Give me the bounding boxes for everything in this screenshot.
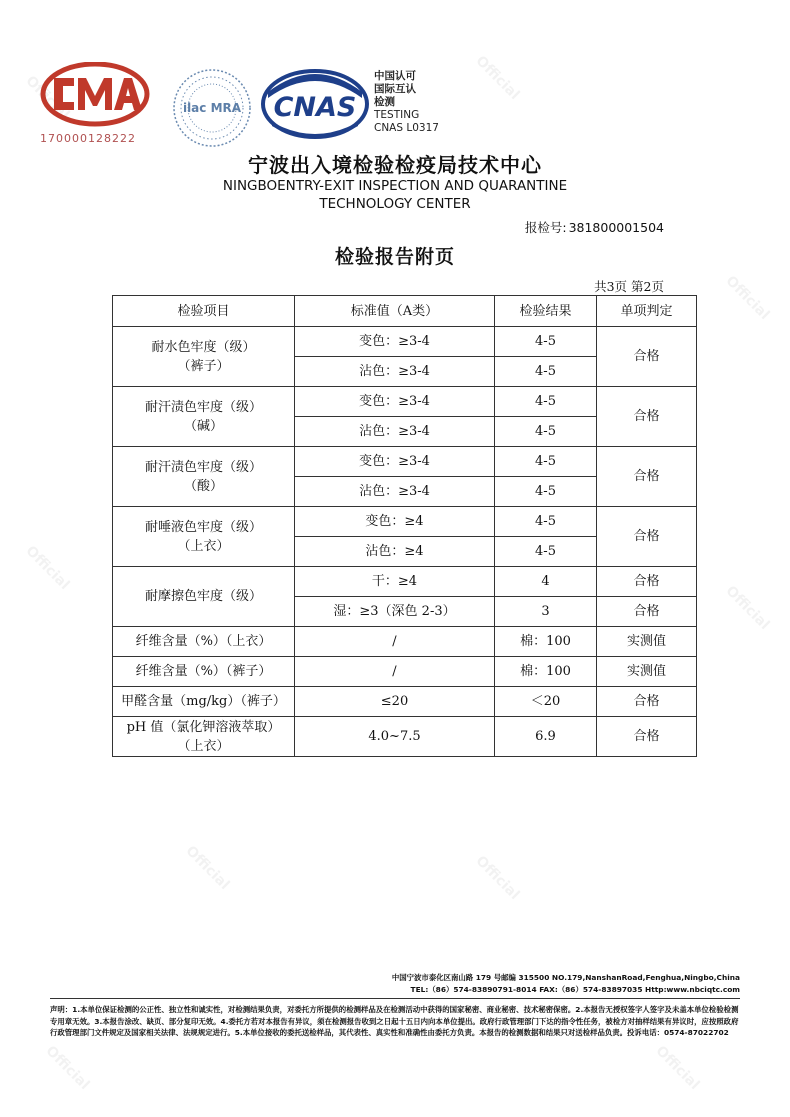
result-cell: 棉：100 <box>495 627 597 657</box>
standard-cell: / <box>295 657 495 687</box>
item-name: pH 值（氯化钾溶液萃取） <box>126 719 281 735</box>
verdict-cell: 合格 <box>597 687 697 717</box>
watermark: Official <box>722 272 773 324</box>
item-sub: （上衣） <box>177 538 230 554</box>
item-name-cell <box>113 327 295 387</box>
result-cell: 4-5 <box>495 327 597 357</box>
footer-disclaimer: 声明：1.本单位保证检测的公正性、独立性和诚实性，对检测结果负责，对委托方所提供的检测样品及在检测活动中获得的国家秘密、商业秘密、技术秘密保密。2.本报告无授权签字人签字及未盖本单位检验检测专用章无效。3.本报告涂改、缺页、部分复印无效。4.委托方若对本报告有异议，须在检测报告收到之日起十五日内向本单位提出。政府行政管理部门下达的指令性任务，被检方对抽样结果有异议时，应按照政府行政管理部门文件规定及国家相关法律、法规规定进行。5.本单位接收的委托送检样品，其代表性、真实性和准确性由委托方负责。本报告的检测数据和结果只对送检样品负责。投诉电话：0574-87022702 <box>50 1005 739 1037</box>
column-header: 检验结果 <box>495 296 597 327</box>
item-name-cell: 纤维含量（%）（上衣） <box>113 627 295 657</box>
result-cell: 4-5 <box>495 447 597 477</box>
watermark: Official <box>472 852 523 904</box>
standard-cell: ≤20 <box>295 687 495 717</box>
watermark: Official <box>22 72 73 124</box>
table-header-row <box>113 296 697 327</box>
svg-text:CNAS: CNAS <box>273 92 357 123</box>
table-row <box>113 447 697 477</box>
item-name-cell: 甲醛含量（mg/kg）（裤子） <box>113 687 295 717</box>
verdict-cell: 合格 <box>597 447 697 507</box>
verdict-cell: 合格 <box>597 717 697 757</box>
item-name: 耐汗渍色牢度（级） <box>144 399 262 415</box>
standard-cell: 沾色：≥3-4 <box>295 417 495 447</box>
standard-cell: 湿：≥3（深色 2-3） <box>295 597 495 627</box>
verdict-cell: 合格 <box>597 597 697 627</box>
watermark: Official <box>42 1042 93 1094</box>
column-header: 单项判定 <box>597 296 697 327</box>
footer-address: 中国宁波市泰化区南山路 179 号邮编 315500 NO.179,NanshanRoad,Fenghua,Ningbo,China <box>391 973 740 982</box>
cnas-text-line: 国际互认 <box>374 83 416 95</box>
page-title: 检验报告附页 <box>334 246 455 268</box>
item-sub: （裤子） <box>177 358 230 374</box>
item-sub: （碱） <box>183 418 223 434</box>
verdict-cell: 实测值 <box>597 657 697 687</box>
result-cell: ＜20 <box>495 687 597 717</box>
standard-cell: 变色：≥3-4 <box>295 327 495 357</box>
item-name-cell: 耐摩擦色牢度（级） <box>113 567 295 627</box>
item-name: 耐汗渍色牢度（级） <box>144 459 262 475</box>
standard-cell: 沾色：≥3-4 <box>295 357 495 387</box>
result-cell: 棉：100 <box>495 657 597 687</box>
cnas-text-line: TESTING <box>374 109 420 121</box>
standard-cell: 4.0~7.5 <box>295 717 495 757</box>
item-sub: （酸） <box>183 478 223 494</box>
table-row <box>113 687 697 717</box>
cma-number: 170000128222 <box>40 132 136 145</box>
item-name-cell <box>113 717 295 757</box>
table-row <box>113 327 697 357</box>
verdict-cell: 合格 <box>597 567 697 597</box>
watermark: Official <box>22 542 73 594</box>
item-sub: （上衣） <box>177 738 230 754</box>
result-cell: 4-5 <box>495 477 597 507</box>
table-row <box>113 387 697 417</box>
watermark: Official <box>182 842 233 894</box>
organization-title-cn: 宁波出入境检验检疫局技术中心 <box>248 153 542 177</box>
standard-cell: 变色：≥3-4 <box>295 447 495 477</box>
column-header: 检验项目 <box>113 296 295 327</box>
result-cell: 6.9 <box>495 717 597 757</box>
column-header: 标准值（A类） <box>295 296 495 327</box>
standard-cell: 沾色：≥4 <box>295 537 495 567</box>
cnas-logo <box>260 68 370 140</box>
item-name: 耐水色牢度（级） <box>151 339 256 355</box>
standard-cell: 变色：≥3-4 <box>295 387 495 417</box>
report-number <box>525 218 664 236</box>
table-row <box>113 507 697 537</box>
table-row <box>113 627 697 657</box>
cnas-accreditation-text <box>374 70 439 135</box>
result-cell: 4-5 <box>495 507 597 537</box>
report-number-value: 381800001504 <box>568 220 664 235</box>
item-name-cell: 纤维含量（%）（裤子） <box>113 657 295 687</box>
standard-cell: 干：≥4 <box>295 567 495 597</box>
organization-title-en-line1: NINGBOENTRY-EXIT INSPECTION AND QUARANTINE <box>222 178 568 194</box>
result-cell: 4 <box>495 567 597 597</box>
cnas-text-line: CNAS L0317 <box>374 122 439 134</box>
result-cell: 4-5 <box>495 537 597 567</box>
watermark: Official <box>652 1042 703 1094</box>
standard-cell: / <box>295 627 495 657</box>
cnas-text-line: 检测 <box>374 96 395 108</box>
page-counter: 共3页 第2页 <box>594 279 664 294</box>
item-name: 耐唾液色牢度（级） <box>144 519 262 535</box>
table-row <box>113 567 697 597</box>
footer-divider <box>50 998 740 999</box>
watermark: Official <box>472 52 523 104</box>
table-row <box>113 657 697 687</box>
verdict-cell: 合格 <box>597 387 697 447</box>
verdict-cell: 实测值 <box>597 627 697 657</box>
item-name-cell <box>113 447 295 507</box>
organization-title-en-line2: TECHNOLOGY CENTER <box>319 196 471 212</box>
ilac-mra-logo <box>168 64 256 152</box>
item-name-cell <box>113 387 295 447</box>
report-number-label: 报检号: <box>524 220 567 235</box>
watermark: Official <box>722 582 773 634</box>
cnas-text-line: 中国认可 <box>374 70 416 82</box>
verdict-cell: 合格 <box>597 327 697 387</box>
result-cell: 4-5 <box>495 387 597 417</box>
standard-cell: 沾色：≥3-4 <box>295 477 495 507</box>
result-cell: 4-5 <box>495 357 597 387</box>
cma-logo <box>40 62 150 127</box>
inspection-results-table <box>112 295 697 757</box>
svg-text:ilac MRA: ilac MRA <box>182 101 242 115</box>
table-row <box>113 717 697 757</box>
footer-contact: TEL:（86）574-83890791-8014 FAX:（86）574-83897035 Http:www.nbciqtc.com <box>410 985 740 994</box>
item-name-cell <box>113 507 295 567</box>
standard-cell: 变色：≥4 <box>295 507 495 537</box>
result-cell: 3 <box>495 597 597 627</box>
result-cell: 4-5 <box>495 417 597 447</box>
verdict-cell: 合格 <box>597 507 697 567</box>
